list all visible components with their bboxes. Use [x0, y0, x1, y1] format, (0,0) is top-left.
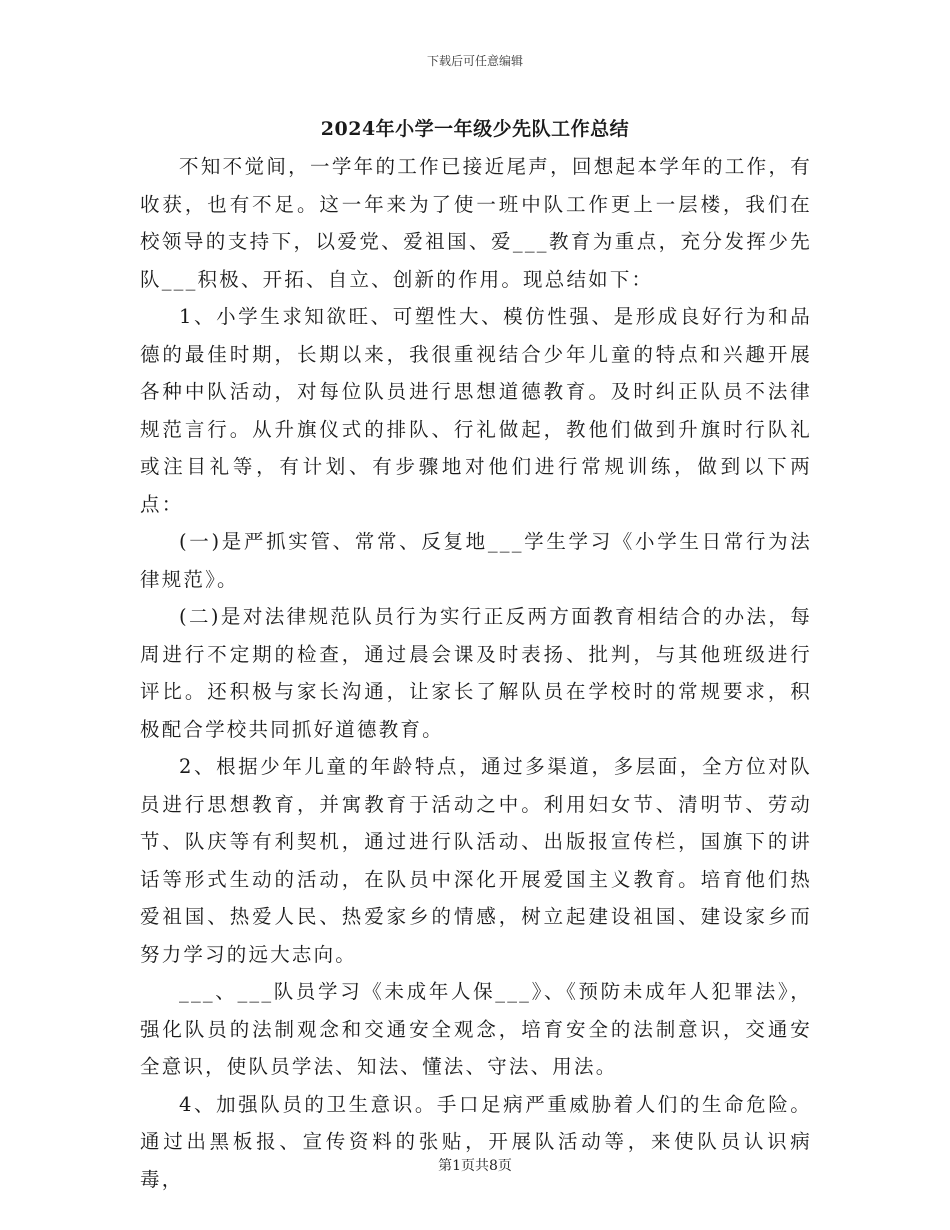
document-title: 2024年小学一年级少先队工作总结 [320, 118, 630, 140]
page-indicator: 第1页共8页 [438, 1158, 512, 1174]
paragraph-2: 2、根据少年儿童的年龄特点，通过多渠道，多层面，全方位对队员进行思想教育，并寓教育于活动之中。利用妇女节、清明节、劳动节、队庆等有利契机，通过进行队活动、出版报宣传栏，国旗下的讲话等形式生动的活动，在队员中深化开展爱国主义教育。培育他们热爱祖国、热爱人民、热爱家乡的情感，树立起建设祖国、建设家乡而努力学习的远大志向。 [140, 755, 812, 966]
paragraph-1-point-1: (一)是严抓实管、常常、反复地___学生学习《小学生日常行为法律规范》。 [140, 530, 812, 591]
paragraph-1-point-2: (二)是对法律规范队员行为实行正反两方面教育相结合的办法，每周进行不定期的检查，通过晨会课及时表扬、批判，与其他班级进行评比。还积极与家长沟通，让家长了解队员在学校时的常规要求，积极配合学校共同抓好道德教育。 [140, 605, 812, 741]
document-body [140, 148, 812, 1198]
paragraph-4: 4、加强队员的卫生意识。手口足病严重威胁着人们的生命危险。通过出黑板报、宣传资料的张贴，开展队活动等，来使队员认识病毒， [140, 1092, 812, 1191]
header-note: 下载后可任意编辑 [426, 54, 523, 68]
paragraph-3: ___、___队员学习《未成年人保___》、《预防未成年人犯罪法》，强化队员的法制观念和交通安全观念，培育安全的法制意识，交通安全意识，使队员学法、知法、懂法、守法、用法。 [140, 980, 812, 1078]
paragraph-1: 1、小学生求知欲旺、可塑性大、模仿性强、是形成良好行为和品德的最佳时期，长期以来，我很重视结合少年儿童的特点和兴趣开展各种中队活动，对每位队员进行思想道德教育。及时纠正队员不法律规范言行。从升旗仪式的排队、行礼做起，教他们做到升旗时行队礼或注目礼等，有计划、有步骤地对他们进行常规训练，做到以下两点： [140, 305, 812, 516]
paragraph-intro: 不知不觉间，一学年的工作已接近尾声，回想起本学年的工作，有收获，也有不足。这一年来为了使一班中队工作更上一层楼，我们在校领导的支持下，以爱党、爱祖国、爱___教育为重点，充分发挥少先队___积极、开拓、自立、创新的作用。现总结如下： [140, 155, 812, 291]
